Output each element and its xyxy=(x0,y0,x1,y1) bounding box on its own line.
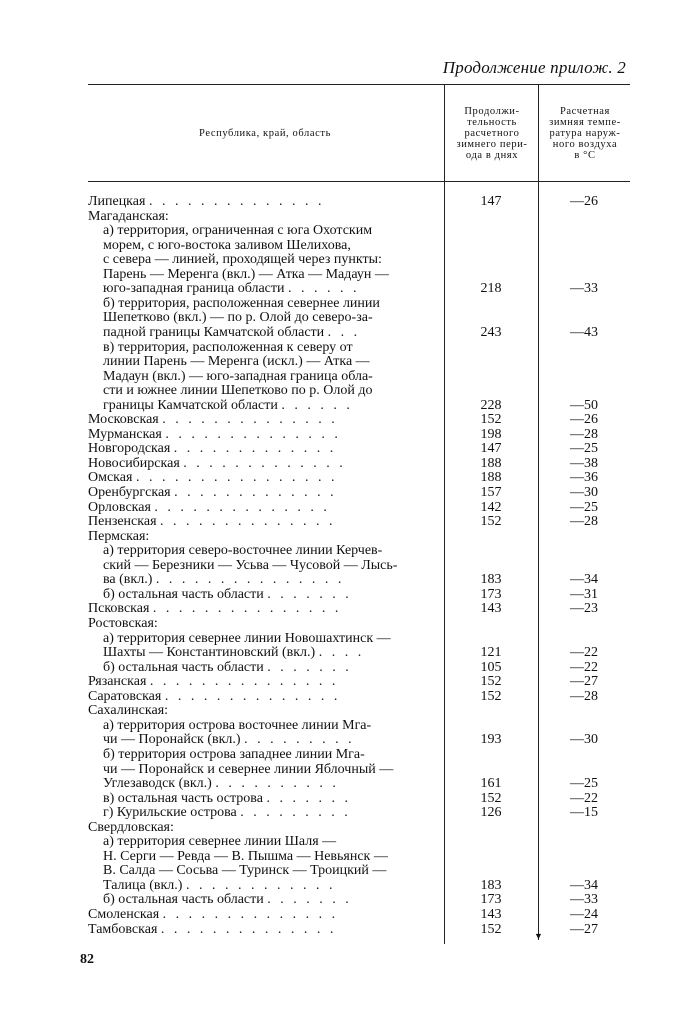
temperature-cell: —25 xyxy=(570,776,598,791)
table-row xyxy=(88,209,630,224)
header-line: Продолжи- xyxy=(464,105,520,117)
temperature-cell: —25 xyxy=(570,499,598,515)
header-line: ратура наруж- xyxy=(549,127,621,139)
region-text: чи — Поронайск и севернее линии Яблочный — xyxy=(103,761,394,777)
temperature-cell: —38 xyxy=(570,455,598,471)
region-cell xyxy=(88,194,438,209)
duration-cell: 173 xyxy=(480,586,502,602)
table-row xyxy=(88,849,630,864)
column-header-duration-text xyxy=(456,106,527,161)
region-cell xyxy=(103,732,438,747)
region-text: Шепетково (вкл.) — по р. Олой до северо-за- xyxy=(103,310,373,326)
table-row xyxy=(88,441,630,456)
duration-cell: 152 xyxy=(480,412,502,428)
column-header-duration xyxy=(444,85,539,181)
temperature-cell: —27 xyxy=(570,921,598,937)
region-text: Углезаводск (вкл.) xyxy=(103,776,212,791)
region-text: Оренбургская xyxy=(88,485,171,500)
table-row xyxy=(88,383,630,398)
duration-cell: 152 xyxy=(480,790,502,806)
leader-dots: . . . . . . . . . . . . . . . . xyxy=(135,470,338,486)
temperature-cell: —22 xyxy=(570,790,598,806)
table-row xyxy=(88,340,630,355)
region-cell xyxy=(103,631,438,646)
table-row xyxy=(88,616,630,631)
temperature-cell: —33 xyxy=(570,281,598,297)
column-header-temperature-text xyxy=(549,106,621,161)
leader-dots: . . . . . . . . . . . . . . xyxy=(160,514,336,530)
leader-dots: . . . . . . . . . . . . . . xyxy=(160,921,337,937)
region-text: а) территория севернее линии Новошахтинск — xyxy=(103,630,391,646)
region-cell xyxy=(103,791,438,806)
arrow-down-icon: ▼ xyxy=(534,931,543,941)
region-text: Рязанская xyxy=(88,674,147,690)
table-row xyxy=(88,296,630,311)
temperature-cell: —27 xyxy=(570,674,598,690)
region-text: Свердловская: xyxy=(88,819,174,835)
header-line: Расчетная xyxy=(559,105,610,117)
region-cell xyxy=(103,834,438,849)
region-text: падной границы Камчатской области xyxy=(103,325,325,340)
duration-cell: 142 xyxy=(480,499,502,515)
table-header xyxy=(88,84,630,182)
column-header-region: Республика, край, область xyxy=(199,127,331,139)
region-text: Парень — Меренга (вкл.) — Атка — Мадаун — xyxy=(103,266,389,282)
region-text: Н. Серги — Ревда — В. Пышма — Невьянск — xyxy=(103,848,388,864)
continuation-header: Продолжение прилож. 2 xyxy=(442,58,626,77)
region-text: Ростовская: xyxy=(88,616,158,631)
region-text: Московская xyxy=(88,412,159,428)
region-text: Смоленская xyxy=(88,907,160,922)
leader-dots: . . . . . . . xyxy=(267,586,352,602)
region-text: Пензенская xyxy=(88,514,157,530)
region-cell xyxy=(88,412,438,427)
region-text: Мадаун (вкл.) — юго-западная граница обла- xyxy=(103,368,373,384)
region-cell xyxy=(103,718,438,733)
region-cell xyxy=(103,572,438,587)
region-cell xyxy=(103,325,438,340)
region-cell xyxy=(88,529,438,544)
region-text: г) Курильские острова xyxy=(103,805,237,821)
table-row xyxy=(88,412,630,427)
table-row xyxy=(88,805,630,820)
table-row xyxy=(88,514,630,529)
region-cell xyxy=(88,514,438,529)
duration-cell: 157 xyxy=(480,485,502,500)
region-text: В. Салда — Сосьва — Туринск — Троицкий — xyxy=(103,863,387,879)
region-cell xyxy=(88,427,438,442)
region-text: ва (вкл.) xyxy=(103,572,153,588)
region-text: Липецкая xyxy=(88,194,146,209)
region-cell xyxy=(103,776,438,791)
temperature-cell: —24 xyxy=(570,907,598,922)
region-text: Пермская: xyxy=(88,528,150,544)
leader-dots: . . . . . . . . . . . . . xyxy=(183,455,346,471)
duration-cell: 218 xyxy=(480,281,502,297)
table-row xyxy=(88,776,630,791)
table-row xyxy=(88,500,630,515)
region-text: юго-западная граница области xyxy=(103,281,285,297)
duration-cell: 188 xyxy=(480,470,502,486)
region-cell xyxy=(88,470,438,485)
region-cell xyxy=(88,674,438,689)
table-row xyxy=(88,529,630,544)
climate-table xyxy=(88,84,630,941)
table-row xyxy=(88,645,630,660)
leader-dots: . . . . . . . . . . . . . . . xyxy=(152,601,342,617)
region-cell xyxy=(88,500,438,515)
duration-cell: 152 xyxy=(480,688,502,704)
table-row xyxy=(88,689,630,704)
table-row xyxy=(88,267,630,282)
table-row xyxy=(88,427,630,442)
header-line: расчетного xyxy=(464,127,520,139)
temperature-cell: —15 xyxy=(570,805,598,821)
table-row xyxy=(88,543,630,558)
table-row xyxy=(88,834,630,849)
region-cell xyxy=(103,849,438,864)
leader-dots: . . . xyxy=(327,325,361,340)
table-row xyxy=(88,325,630,340)
leader-dots: . . . . . . xyxy=(288,281,360,297)
leader-dots: . . . . . . . xyxy=(267,892,352,908)
duration-cell: 143 xyxy=(480,907,502,922)
region-text: б) остальная часть области xyxy=(103,892,264,908)
region-text: чи — Поронайск (вкл.) xyxy=(103,732,241,748)
temperature-cell: —28 xyxy=(570,426,598,442)
table-row xyxy=(88,907,630,922)
duration-cell: 183 xyxy=(480,877,502,893)
region-text: Мурманская xyxy=(88,426,162,442)
leader-dots: . . . . . . . xyxy=(266,790,351,806)
temperature-cell: —28 xyxy=(570,514,598,530)
temperature-cell: —23 xyxy=(570,601,598,617)
table-row xyxy=(88,631,630,646)
region-cell xyxy=(103,267,438,282)
temperature-cell: —36 xyxy=(570,470,598,486)
region-cell xyxy=(103,892,438,907)
region-cell xyxy=(88,616,438,631)
table-row xyxy=(88,863,630,878)
region-text: Псковская xyxy=(88,601,150,617)
temperature-cell: —34 xyxy=(570,572,598,588)
table-row xyxy=(88,223,630,238)
table-row xyxy=(88,485,630,500)
table-row xyxy=(88,238,630,253)
region-text: сти и южнее линии Шепетково по р. Олой до xyxy=(103,383,373,399)
region-text: Сахалинская: xyxy=(88,703,169,719)
page-number: 82 xyxy=(80,952,94,967)
duration-cell: 183 xyxy=(480,572,502,588)
region-text: а) территория, ограниченная с юга Охотским xyxy=(103,223,373,239)
table-row xyxy=(88,558,630,573)
region-cell xyxy=(103,660,438,675)
region-cell xyxy=(88,689,438,704)
duration-cell: 121 xyxy=(480,645,502,661)
leader-dots: . . . . . . . xyxy=(267,659,352,675)
temperature-cell: —34 xyxy=(570,877,598,893)
region-cell xyxy=(103,281,438,296)
region-text: б) территория острова западнее линии Мга- xyxy=(103,746,365,762)
header-line: зимняя темпе- xyxy=(549,116,621,128)
duration-cell: 173 xyxy=(480,892,502,908)
region-text: б) территория, расположенная севернее линии xyxy=(103,295,380,311)
table-row xyxy=(88,369,630,384)
region-cell xyxy=(88,441,438,456)
region-cell xyxy=(103,878,438,893)
duration-cell: 161 xyxy=(480,776,502,791)
region-cell xyxy=(103,252,438,267)
duration-cell: 188 xyxy=(480,455,502,471)
header-line: тельность xyxy=(467,116,517,128)
region-text: в) остальная часть острова xyxy=(103,790,263,806)
region-cell xyxy=(103,310,438,325)
duration-cell: 126 xyxy=(480,805,502,821)
table-row xyxy=(88,660,630,675)
temperature-cell: —28 xyxy=(570,688,598,704)
duration-cell: 243 xyxy=(480,325,502,340)
duration-cell: 147 xyxy=(480,441,502,457)
region-cell xyxy=(103,863,438,878)
temperature-cell: —30 xyxy=(570,732,598,748)
leader-dots: . . . . . . . . . . . . . . xyxy=(164,688,341,704)
leader-dots: . . . . . . . . . . . . . xyxy=(174,485,337,500)
table-row xyxy=(88,747,630,762)
column-header-temperature xyxy=(538,85,631,181)
region-cell xyxy=(103,238,438,253)
table-row xyxy=(88,762,630,777)
region-cell xyxy=(103,543,438,558)
region-cell xyxy=(88,485,438,500)
temperature-cell: —50 xyxy=(570,397,598,413)
leader-dots: . . . . . . . . . . . . . . . xyxy=(149,674,339,690)
table-row xyxy=(88,354,630,369)
table-row xyxy=(88,601,630,616)
duration-cell: 143 xyxy=(480,601,502,617)
table-row xyxy=(88,310,630,325)
duration-cell: 152 xyxy=(480,514,502,530)
region-cell xyxy=(88,820,438,835)
region-cell xyxy=(88,209,438,224)
region-cell xyxy=(103,645,438,660)
table-row xyxy=(88,470,630,485)
region-cell xyxy=(88,922,438,937)
leader-dots: . . . . . . . . . . . . . xyxy=(173,441,337,457)
duration-cell: 228 xyxy=(480,397,502,413)
leader-dots: . . . . . . . . . . . . . . xyxy=(162,907,339,922)
table-row xyxy=(88,252,630,267)
temperature-cell: —30 xyxy=(570,485,598,500)
region-text: Новгородская xyxy=(88,441,171,457)
header-line: в °С xyxy=(574,149,596,161)
leader-dots: . . . . xyxy=(318,645,365,661)
leader-dots: . . . . . . . . . xyxy=(244,732,355,748)
region-cell xyxy=(88,907,438,922)
header-line: ного воздуха xyxy=(552,138,618,150)
region-text: а) территория острова восточнее линии Мга- xyxy=(103,717,372,733)
region-cell xyxy=(103,747,438,762)
region-text: границы Камчатской области xyxy=(103,397,278,413)
region-text: б) остальная часть области xyxy=(103,659,264,675)
region-text: Омская xyxy=(88,470,133,486)
region-cell xyxy=(103,223,438,238)
region-cell xyxy=(88,601,438,616)
table-row xyxy=(88,718,630,733)
region-text: б) остальная часть области xyxy=(103,586,264,602)
duration-cell: 198 xyxy=(480,426,502,442)
table-row xyxy=(88,194,630,209)
temperature-cell: —26 xyxy=(570,194,598,209)
table-row xyxy=(88,398,630,413)
region-text: морем, с юго-востока заливом Шелихова, xyxy=(103,237,351,253)
region-text: ский — Березники — Усьва — Чусовой — Лысь- xyxy=(103,557,398,573)
table-row xyxy=(88,674,630,689)
region-cell xyxy=(103,383,438,398)
region-text: Шахты — Константиновский (вкл.) xyxy=(103,645,316,661)
region-cell xyxy=(103,587,438,602)
table-row xyxy=(88,892,630,907)
table-row xyxy=(88,281,630,296)
region-cell xyxy=(103,558,438,573)
region-cell xyxy=(103,354,438,369)
table-row xyxy=(88,572,630,587)
table-row xyxy=(88,878,630,893)
region-cell xyxy=(103,398,438,413)
table-row xyxy=(88,922,630,937)
leader-dots: . . . . . . . . . . . . . . . xyxy=(155,572,345,588)
duration-cell: 147 xyxy=(480,194,502,209)
leader-dots: . . . . . . . . . . . . . . xyxy=(162,412,338,428)
region-text: Орловская xyxy=(88,499,151,515)
region-cell xyxy=(103,805,438,820)
temperature-cell: —22 xyxy=(570,659,598,675)
temperature-cell: —25 xyxy=(570,441,598,457)
region-text: Саратовская xyxy=(88,688,162,704)
region-text: Тамбовская xyxy=(88,921,158,937)
table-row xyxy=(88,732,630,747)
region-cell xyxy=(103,296,438,311)
leader-dots: . . . . . . . . . . . . . . xyxy=(154,499,330,515)
region-text: Магаданская: xyxy=(88,208,169,224)
region-text: Талица (вкл.) xyxy=(103,877,183,893)
region-text: с севера — линией, проходящей через пункты: xyxy=(103,252,382,268)
duration-cell: 152 xyxy=(480,921,502,937)
leader-dots: . . . . . . . . . xyxy=(240,805,351,821)
temperature-cell: —43 xyxy=(570,325,598,340)
duration-cell: 193 xyxy=(480,732,502,748)
region-text: Новосибирская xyxy=(88,455,180,471)
table-row xyxy=(88,820,630,835)
region-text: а) территория северо-восточнее линии Керчев- xyxy=(103,543,383,559)
region-text: а) территория севернее линии Шаля — xyxy=(103,834,337,850)
region-text: линии Парень — Меренга (искл.) — Атка — xyxy=(103,354,370,370)
leader-dots: . . . . . . . . . . . . xyxy=(185,877,336,893)
leader-dots: . . . . . . xyxy=(281,397,353,413)
duration-cell: 152 xyxy=(480,674,502,690)
table-row xyxy=(88,703,630,718)
region-cell xyxy=(103,369,438,384)
leader-dots: . . . . . . . . . . . . . . xyxy=(148,194,325,209)
header-line: ода в днях xyxy=(465,149,519,161)
table-row xyxy=(88,587,630,602)
duration-cell: 105 xyxy=(480,659,502,675)
region-cell xyxy=(88,456,438,471)
temperature-cell: —31 xyxy=(570,586,598,602)
leader-dots: . . . . . . . . . . . . . . xyxy=(165,426,341,442)
region-text: в) территория, расположенная к северу от xyxy=(103,339,353,355)
temperature-cell: —22 xyxy=(570,645,598,661)
table-row xyxy=(88,791,630,806)
temperature-cell: —33 xyxy=(570,892,598,908)
table-row xyxy=(88,456,630,471)
region-cell xyxy=(103,762,438,777)
temperature-cell: —26 xyxy=(570,412,598,428)
region-cell xyxy=(103,340,438,355)
region-cell xyxy=(88,703,438,718)
leader-dots: . . . . . . . . . . xyxy=(215,776,339,791)
header-line: зимнего пери- xyxy=(456,138,528,150)
